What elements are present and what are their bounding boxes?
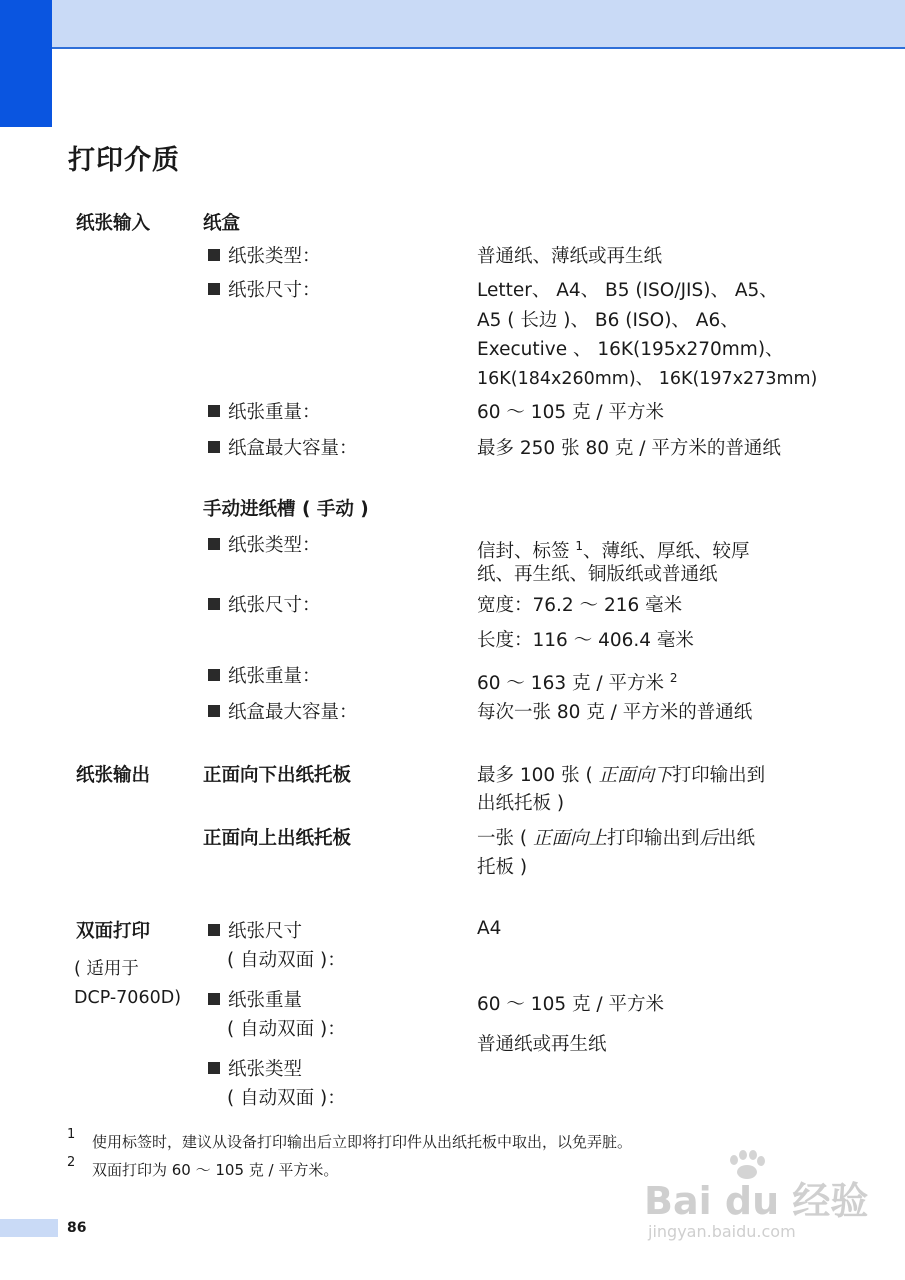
chapter-tab	[0, 0, 52, 127]
duplex-weight-row	[208, 989, 302, 1013]
footnote-2-number: 2	[67, 1155, 76, 1170]
tray-capacity-label: 纸盒最大容量：	[228, 438, 358, 459]
header-band	[0, 0, 905, 49]
manual-capacity-row	[208, 701, 358, 725]
tray-capacity-row	[208, 437, 358, 461]
bullet-square-icon	[208, 283, 220, 295]
tray-size-line-4: 16K(184x260mm)、 16K(197x273mm)	[477, 369, 818, 389]
page-title: 打印介质	[68, 145, 180, 176]
face-up-line-2: 托板 )	[477, 857, 528, 878]
watermark-url: jingyan.baidu.com	[648, 1222, 796, 1241]
duplex-weight-value: 60 ～ 105 克 / 平方米	[477, 994, 664, 1015]
duplex-size-sub: ( 自动双面 )：	[227, 950, 346, 971]
face-down-line-1: 最多 100 张 ( 正面向下打印输出到	[477, 765, 766, 786]
duplex-type-sub: ( 自动双面 )：	[227, 1088, 346, 1109]
tray-header: 纸盒	[203, 213, 241, 234]
manual-type-label: 纸张类型：	[228, 535, 321, 556]
bullet-square-icon	[208, 993, 220, 1005]
face-down-label: 正面向下出纸托板	[203, 765, 352, 786]
tray-size-line-1: Letter、 A4、 B5 (ISO/JIS)、 A5、	[477, 280, 778, 301]
bullet-square-icon	[208, 669, 220, 681]
tray-type-label: 纸张类型：	[228, 246, 321, 267]
manual-size-row	[208, 594, 321, 618]
duplex-note-line-2: DCP-7060D)	[74, 988, 182, 1008]
duplex-size-value: A4	[477, 918, 502, 939]
bullet-square-icon	[208, 538, 220, 550]
footnote-1-number: 1	[67, 1127, 76, 1142]
manual-header: 手动进纸槽 ( 手动 )	[203, 499, 369, 520]
manual-size-label: 纸张尺寸：	[228, 595, 321, 616]
tray-weight-value: 60 ～ 105 克 / 平方米	[477, 402, 664, 423]
manual-type-line-2: 纸、再生纸、铜版纸或普通纸	[477, 564, 718, 585]
bullet-square-icon	[208, 1062, 220, 1074]
tray-size-row	[208, 279, 321, 303]
duplex-type-label: 纸张类型	[228, 1059, 303, 1080]
tray-weight-label: 纸张重量：	[228, 402, 321, 423]
section-duplex: 双面打印	[76, 921, 151, 942]
section-paper-input: 纸张输入	[76, 213, 151, 234]
bullet-square-icon	[208, 249, 220, 261]
footnote-ref-2: 2	[669, 671, 678, 685]
tray-capacity-value: 最多 250 张 80 克 / 平方米的普通纸	[477, 438, 781, 459]
bullet-square-icon	[208, 924, 220, 936]
tray-size-line-2: A5 ( 长边 )、 B6 (ISO)、 A6、	[477, 310, 739, 331]
page-number: 86	[67, 1220, 87, 1236]
duplex-weight-sub: ( 自动双面 )：	[227, 1019, 346, 1040]
manual-capacity-label: 纸盒最大容量：	[228, 702, 358, 723]
face-up-label: 正面向上出纸托板	[203, 828, 352, 849]
tray-type-row	[208, 245, 321, 269]
duplex-type-value: 普通纸或再生纸	[477, 1034, 607, 1055]
bullet-square-icon	[208, 705, 220, 717]
manual-width-value: 宽度：76.2 ～ 216 毫米	[477, 595, 683, 616]
bullet-square-icon	[208, 598, 220, 610]
manual-length-value: 长度：116 ～ 406.4 毫米	[477, 630, 694, 651]
footnote-2-text: 双面打印为 60 ～ 105 克 / 平方米。	[92, 1161, 339, 1179]
tray-size-label: 纸张尺寸：	[228, 280, 321, 301]
manual-weight-row	[208, 665, 321, 689]
manual-type-row	[208, 534, 321, 558]
bullet-square-icon	[208, 441, 220, 453]
bullet-square-icon	[208, 405, 220, 417]
section-paper-output: 纸张输出	[76, 765, 151, 786]
tray-type-value: 普通纸、薄纸或再生纸	[477, 246, 663, 267]
manual-type-line-1: 信封、标签 $^1$、薄纸、厚纸、较厚	[477, 539, 750, 563]
face-up-line-1: 一张 ( 正面向上打印输出到后出纸	[477, 828, 756, 849]
duplex-weight-label: 纸张重量	[228, 990, 303, 1011]
baidu-watermark	[640, 1150, 869, 1250]
duplex-size-label: 纸张尺寸	[228, 921, 303, 942]
duplex-note-line-1: ( 适用于	[74, 959, 139, 979]
tray-size-line-3: Executive 、 16K(195x270mm)、	[477, 339, 784, 360]
tray-weight-row	[208, 401, 321, 425]
face-down-line-2: 出纸托板 )	[477, 793, 565, 814]
page-number-band	[0, 1219, 58, 1237]
manual-capacity-value: 每次一张 80 克 / 平方米的普通纸	[477, 702, 753, 723]
footnote-ref-1: 1	[575, 539, 584, 553]
watermark-brand: Bai du 经验	[644, 1179, 869, 1223]
duplex-type-row	[208, 1058, 302, 1082]
duplex-size-row	[208, 920, 302, 944]
manual-weight-value: 60 ～ 163 克 / 平方米 $^2$	[477, 671, 678, 695]
manual-weight-label: 纸张重量：	[228, 666, 321, 687]
footnote-1-text: 使用标签时，建议从设备打印输出后立即将打印件从出纸托板中取出，以免弄脏。	[92, 1133, 633, 1151]
